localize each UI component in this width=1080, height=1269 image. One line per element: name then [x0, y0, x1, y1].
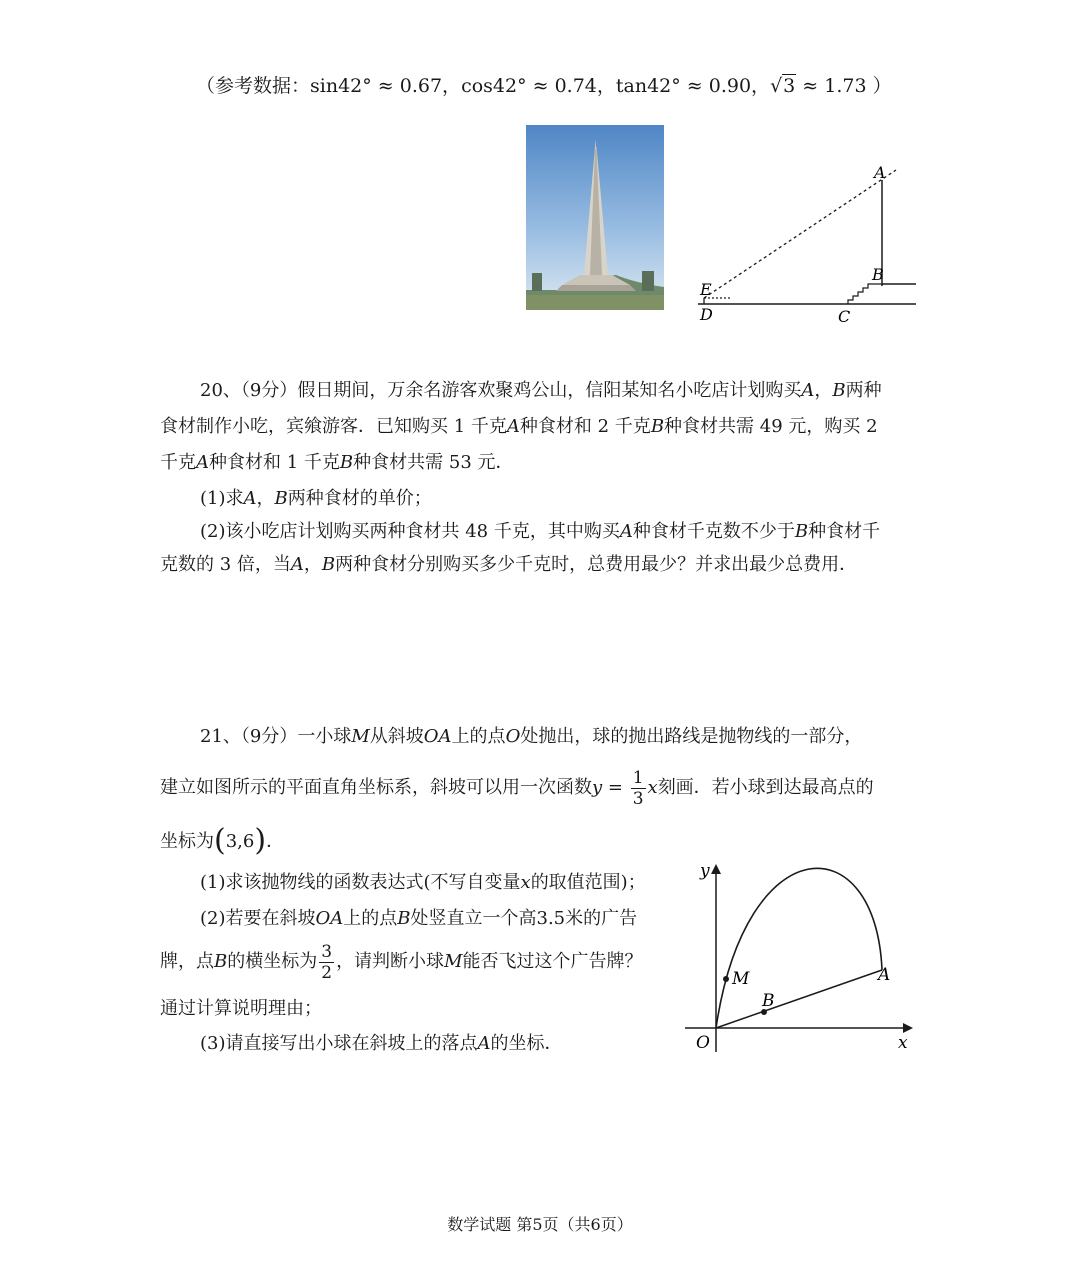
q21-part-2: (2)若要在斜坡OA上的点B处竖直立一个高3.5米的广告	[200, 908, 638, 929]
q21-part-3: (3)请直接写出小球在斜坡上的落点A的坐标．	[200, 1033, 563, 1054]
label-E: E	[700, 280, 712, 299]
q21-parabola-figure	[680, 852, 920, 1062]
label-C: C	[838, 307, 851, 326]
label-B: B	[762, 991, 775, 1011]
sqrt-symbol: √	[770, 75, 783, 97]
fraction-one-third: $\frac{1}{3}$	[632, 767, 644, 809]
q20-line-2: 食材制作小吃，宾飨游客．已知购买 1 千克A种食材和 2 千克B种食材共需 49 元，购买 2	[160, 416, 878, 437]
label-D: D	[700, 305, 713, 324]
label-A: A	[878, 965, 891, 985]
q21-line-1: 21、（9分）一小球M从斜坡OA上的点O处抛出，球的抛出路线是抛物线的一部分，	[200, 726, 863, 747]
reference-tan: tan42° ≈ 0.90，	[615, 75, 771, 97]
reference-cos: cos42° ≈ 0.74，	[461, 75, 616, 97]
q20-part-2-cont: 克数的 3 倍，当A，B两种食材分别购买多少千克时，总费用最少？并求出最少总费用．	[160, 554, 858, 575]
x-axis-arrow	[903, 1023, 913, 1033]
q19-geometry-figure	[690, 158, 930, 326]
stairs	[848, 284, 882, 304]
q20-line-3: 千克A种食材和 1 千克B种食材共需 53 元．	[160, 452, 514, 473]
label-x: x	[898, 1033, 908, 1053]
q21-part-1: (1)求该抛物线的函数表达式(不写自变量x的取值范围)；	[200, 872, 646, 893]
q21-line-2: 建立如图所示的平面直角坐标系，斜坡可以用一次函数y = $\frac{1}{3}$ x刻画．若小球到达最高点的	[160, 767, 874, 809]
point-M	[723, 976, 729, 982]
label-B: B	[872, 265, 884, 284]
page-footer: 数学试题 第5页（共6页）	[447, 1215, 633, 1234]
q20-part-2: (2)该小吃店计划购买两种食材共 48 千克，其中购买A种食材千克数不少于B种食材千	[200, 521, 881, 542]
tower-photo	[526, 125, 664, 310]
q21-line-3: 坐标为(3,6)．	[160, 823, 285, 858]
reference-sqrt-value: ≈ 1.73 ）	[796, 75, 892, 97]
label-A: A	[874, 163, 886, 182]
reference-sin: sin42° ≈ 0.67，	[310, 75, 462, 97]
y-axis-arrow	[711, 864, 721, 874]
sqrt-radicand: 3	[783, 75, 796, 97]
reference-open: （参考数据：	[196, 75, 311, 97]
label-O: O	[696, 1033, 710, 1053]
fraction-three-halves: $\frac{3}{2}$	[321, 941, 333, 983]
q20-part-1: (1)求A，B两种食材的单价；	[200, 488, 432, 509]
parabola-curve	[716, 868, 882, 1028]
q20-line-1: 20、（9分）假日期间，万余名游客欢聚鸡公山，信阳某知名小吃店计划购买A，B两种	[200, 380, 882, 401]
q21-part-2-line-3: 通过计算说明理由；	[160, 998, 322, 1019]
label-y: y	[700, 861, 710, 881]
q21-part-2-line-2: 牌，点B的横坐标为 $\frac{3}{2}$ ，请判断小球M能否飞过这个广告牌？	[160, 941, 643, 983]
label-M: M	[732, 969, 750, 989]
reference-data	[196, 73, 892, 99]
sight-line	[704, 170, 896, 298]
